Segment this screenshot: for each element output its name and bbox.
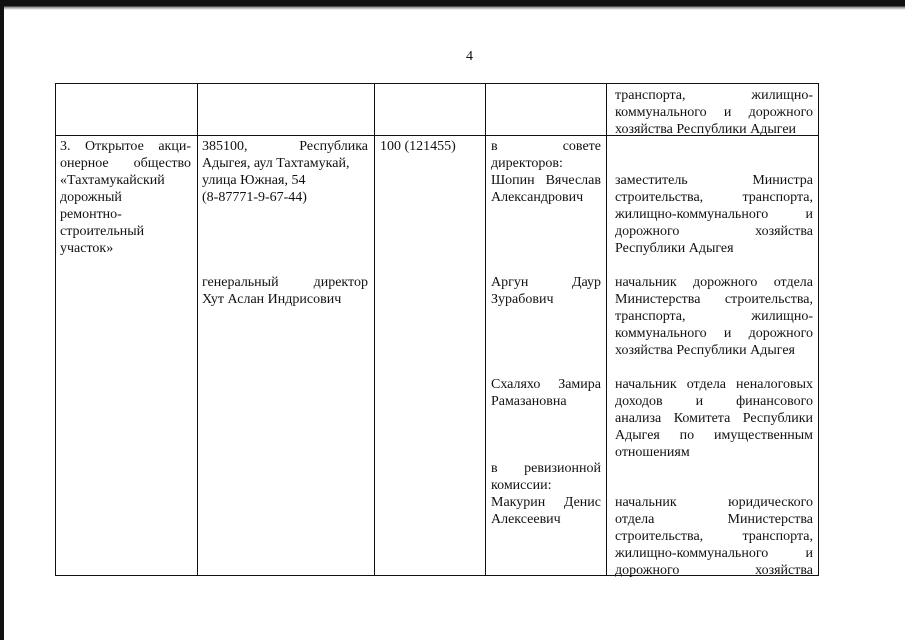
- text-line: строительный: [60, 224, 145, 239]
- page-number: 4: [466, 49, 473, 64]
- board-member-position: [615, 376, 813, 461]
- auditor-position: [615, 494, 813, 579]
- text-line: Зурабович: [491, 292, 554, 307]
- column-divider: [197, 84, 198, 575]
- board-label: [491, 138, 601, 172]
- text-line: комиссии:: [491, 478, 552, 493]
- text-line: Аргун Даур: [491, 275, 601, 290]
- auditor-name: [491, 494, 601, 528]
- text-line: в ревизионной: [491, 461, 601, 476]
- text-line: Макурин Денис: [491, 495, 601, 510]
- board-member-position: [615, 172, 813, 257]
- text-line: ремонтно-: [60, 207, 122, 222]
- shareholders-table: [55, 83, 819, 576]
- text-line: онерное общество: [60, 156, 191, 171]
- text-line: дорожного хозяйства: [615, 563, 813, 578]
- text-line: дорожный: [60, 190, 122, 205]
- text-line: отдела Министерства: [615, 512, 813, 527]
- text-line: анализа Комитета Республики: [615, 411, 813, 426]
- text-line: коммунального и дорожного: [615, 105, 813, 120]
- text-line: доходов и финансового: [615, 394, 813, 409]
- share-count: [380, 138, 480, 155]
- text-line: транспорта, жилищно-: [615, 88, 813, 103]
- text-line: жилищно-коммунального и: [615, 207, 813, 222]
- text-line: Адыгея, аул Тахтамукай,: [202, 156, 350, 171]
- text-line: 100 (121455): [380, 139, 456, 154]
- board-member-position: [615, 274, 813, 359]
- text-line: Шопин Вячеслав: [491, 173, 601, 188]
- column-divider: [374, 84, 375, 575]
- audit-label: [491, 460, 601, 494]
- text-line: коммунального и дорожного: [615, 326, 813, 341]
- general-director: [202, 274, 368, 308]
- scan-top-edge: [0, 0, 905, 10]
- board-member-name: [491, 376, 601, 410]
- text-line: 385100, Республика: [202, 139, 368, 154]
- text-line: начальник дорожного отдела: [615, 275, 813, 290]
- text-line: Министерства строительства,: [615, 292, 813, 307]
- column-divider: [485, 84, 486, 575]
- text-line: хозяйства Республики Адыгея: [615, 343, 795, 358]
- text-line: генеральный директор: [202, 275, 368, 290]
- text-line: строительства, транспорта,: [615, 190, 813, 205]
- company-name: [60, 138, 191, 257]
- text-line: дорожного хозяйства: [615, 224, 813, 239]
- text-line: 3. Открытое акци-: [60, 139, 191, 154]
- text-line: улица Южная, 54: [202, 173, 306, 188]
- text-line: строительства, транспорта,: [615, 529, 813, 544]
- text-line: Алексеевич: [491, 512, 561, 527]
- text-line: Республики Адыгея: [615, 241, 734, 256]
- text-line: заместитель Министра: [615, 173, 813, 188]
- text-line: Адыгея по имущественным: [615, 428, 813, 443]
- text-line: «Тахтамукайский: [60, 173, 165, 188]
- company-address: [202, 138, 368, 206]
- text-line: Александрович: [491, 190, 584, 205]
- text-line: отношениям: [615, 445, 690, 460]
- text-line: Рамазановна: [491, 394, 567, 409]
- text-line: в совете: [491, 139, 601, 154]
- text-line: директоров:: [491, 156, 563, 171]
- scan-left-edge: [0, 0, 4, 640]
- text-line: участок»: [60, 241, 114, 256]
- continuation-position: [615, 87, 813, 138]
- text-line: Схаляхо Замира: [491, 377, 601, 392]
- text-line: (8-87771-9-67-44): [202, 190, 307, 205]
- column-divider: [606, 84, 607, 575]
- text-line: начальник отдела неналоговых: [615, 377, 813, 392]
- text-line: хозяйства Республики Адыгеи: [615, 122, 797, 137]
- text-line: жилищно-коммунального и: [615, 546, 813, 561]
- text-line: Хут Аслан Индрисович: [202, 292, 342, 307]
- text-line: начальник юридического: [615, 495, 813, 510]
- text-line: транспорта, жилищно-: [615, 309, 813, 324]
- board-member-name: [491, 274, 601, 308]
- board-member-name: [491, 172, 601, 206]
